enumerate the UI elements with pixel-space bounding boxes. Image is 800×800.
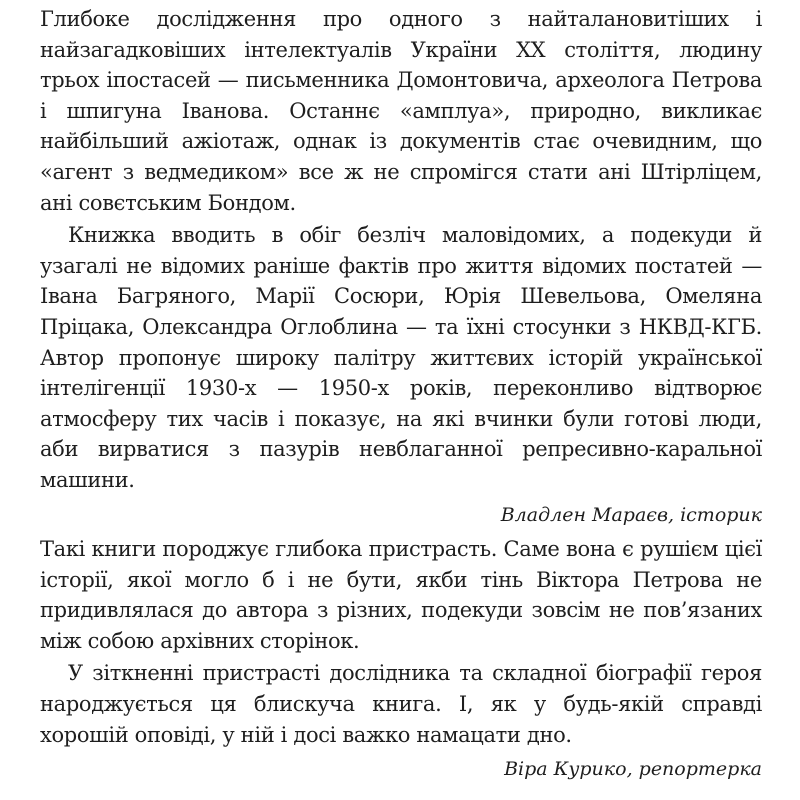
review-paragraph: Глибоке дослідження про одного з найталановитіших і найзагадковіших інтелектуалів України ХХ століття, людину трьох іпостасей — письменника Домонтовича, археолога Петрова і шпигуна Іванова. Останнє «амплуа», природно, викликає найбільший ажіотаж, однак із документів стає очевидним, що «агент з ведмедиком» все ж не спромігся стати ані Штірліцем, ані совєтським Бондом.: [40, 7, 762, 215]
review-signature: Владлен Мараєв, історик: [500, 503, 762, 526]
review-paragraph: У зіткненні пристрасті дослідника та складної біографії героя народжується ця блискуча книга. І, як у будь-якій справді хорошій оповіді, у ній і досі важко намацати дно.: [40, 661, 762, 747]
review-paragraph: Книжка вводить в обіг безліч маловідомих, а подекуди й узагалі не відомих раніше фактів про життя відомих постатей — Івана Багряного, Марії Сосюри, Юрія Шевельова, Омеляна Пріцака, Олександра Оглоблина — та їхні стосунки з НКВД-КГБ. Автор пропонує широку палітру життєвих історій української інтелігенції 1930-х — 1950-х років, переконливо відтворює атмосферу тих часів і показує, на які вчинки були готові люди, аби вирватися з пазурів невблаганної репресивно-каральної машини.: [40, 223, 762, 492]
review-signature: Віра Курико, репортерка: [504, 758, 762, 781]
review-kuryko: [40, 534, 762, 784]
review-maraiev: [40, 4, 762, 530]
review-paragraph: Такі книги породжує глибока пристрасть. Саме вона є рушієм цієї історії, якої могло б і не бути, якби тінь Віктора Петрова не придивлялася до автора з різних, подекуди зовсім не пов’язаних між собою архівних сторінок.: [40, 537, 762, 653]
